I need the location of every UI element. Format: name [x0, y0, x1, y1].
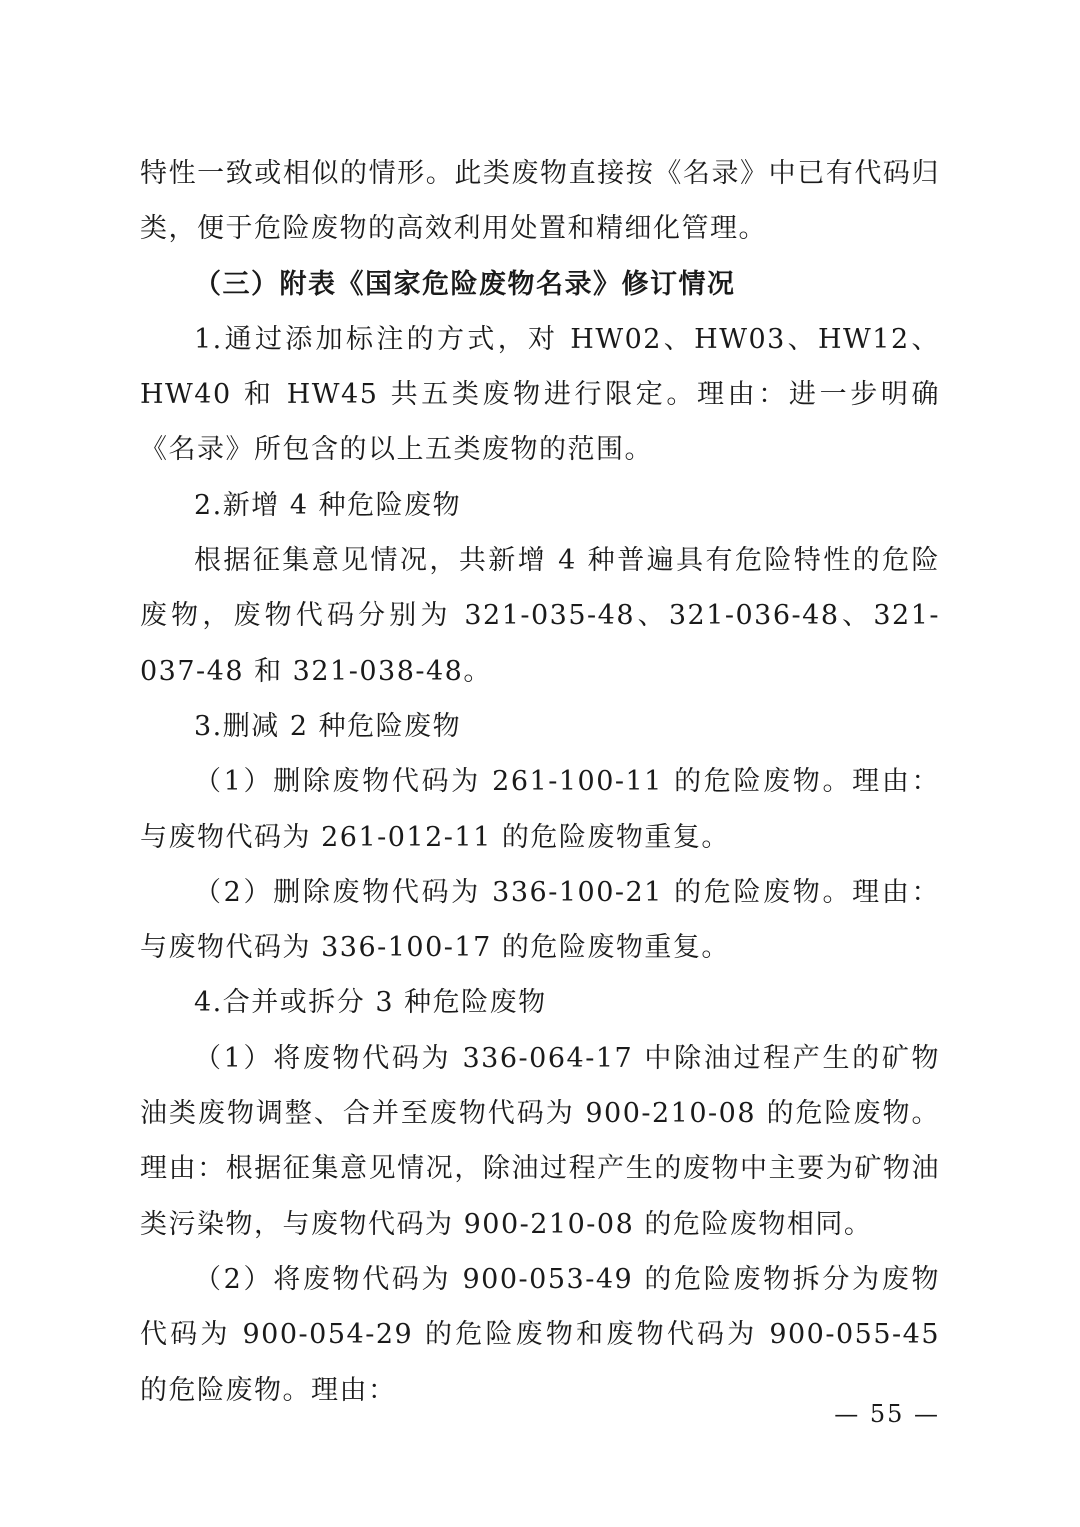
paragraph-deletion-1: （1）删除废物代码为 261-100-11 的危险废物。理由：与废物代码为 261-012-11 的危险废物重复。: [140, 766, 940, 853]
paragraph-merge-1: （1）将废物代码为 336-064-17 中除油过程产生的矿物油类废物调整、合并至废物代码为 900-210-08 的危险废物。理由：根据征集意见情况，除油过程产生的废物中主要为矿物油类污染物，与废物代码为 900-210-08 的危险废物相同。: [140, 1042, 940, 1240]
paragraph-new-wastes: 根据征集意见情况，共新增 4 种普遍具有危险特性的危险废物，废物代码分别为 321-035-48、321-036-48、321-037-48 和 321-038-48。: [140, 545, 940, 687]
paragraph-split-2: （2）将废物代码为 900-053-49 的危险废物拆分为废物代码为 900-054-29 的危险废物和废物代码为 900-055-45 的危险废物。理由：: [140, 1263, 940, 1406]
item-heading-3: 3.删减 2 种危险废物: [194, 710, 462, 742]
section-heading: （三）附表《国家危险废物名录》修订情况: [194, 268, 736, 300]
item-heading-4: 4.合并或拆分 3 种危险废物: [194, 987, 547, 1019]
item-heading-2: 2.新增 4 种危险废物: [194, 489, 462, 521]
paragraph-continuation: 特性一致或相似的情形。此类废物直接按《名录》中已有代码归类，便于危险废物的高效利用处置和精细化管理。: [140, 158, 940, 245]
page-number: — 55 —: [834, 1400, 940, 1428]
document-body: [140, 146, 940, 1418]
paragraph-deletion-2: （2）删除废物代码为 336-100-21 的危险废物。理由：与废物代码为 336-100-17 的危险废物重复。: [140, 876, 940, 964]
paragraph-item-1: 1.通过添加标注的方式，对 HW02、HW03、HW12、HW40 和 HW45 共五类废物进行限定。理由：进一步明确《名录》所包含的以上五类废物的范围。: [140, 323, 940, 466]
